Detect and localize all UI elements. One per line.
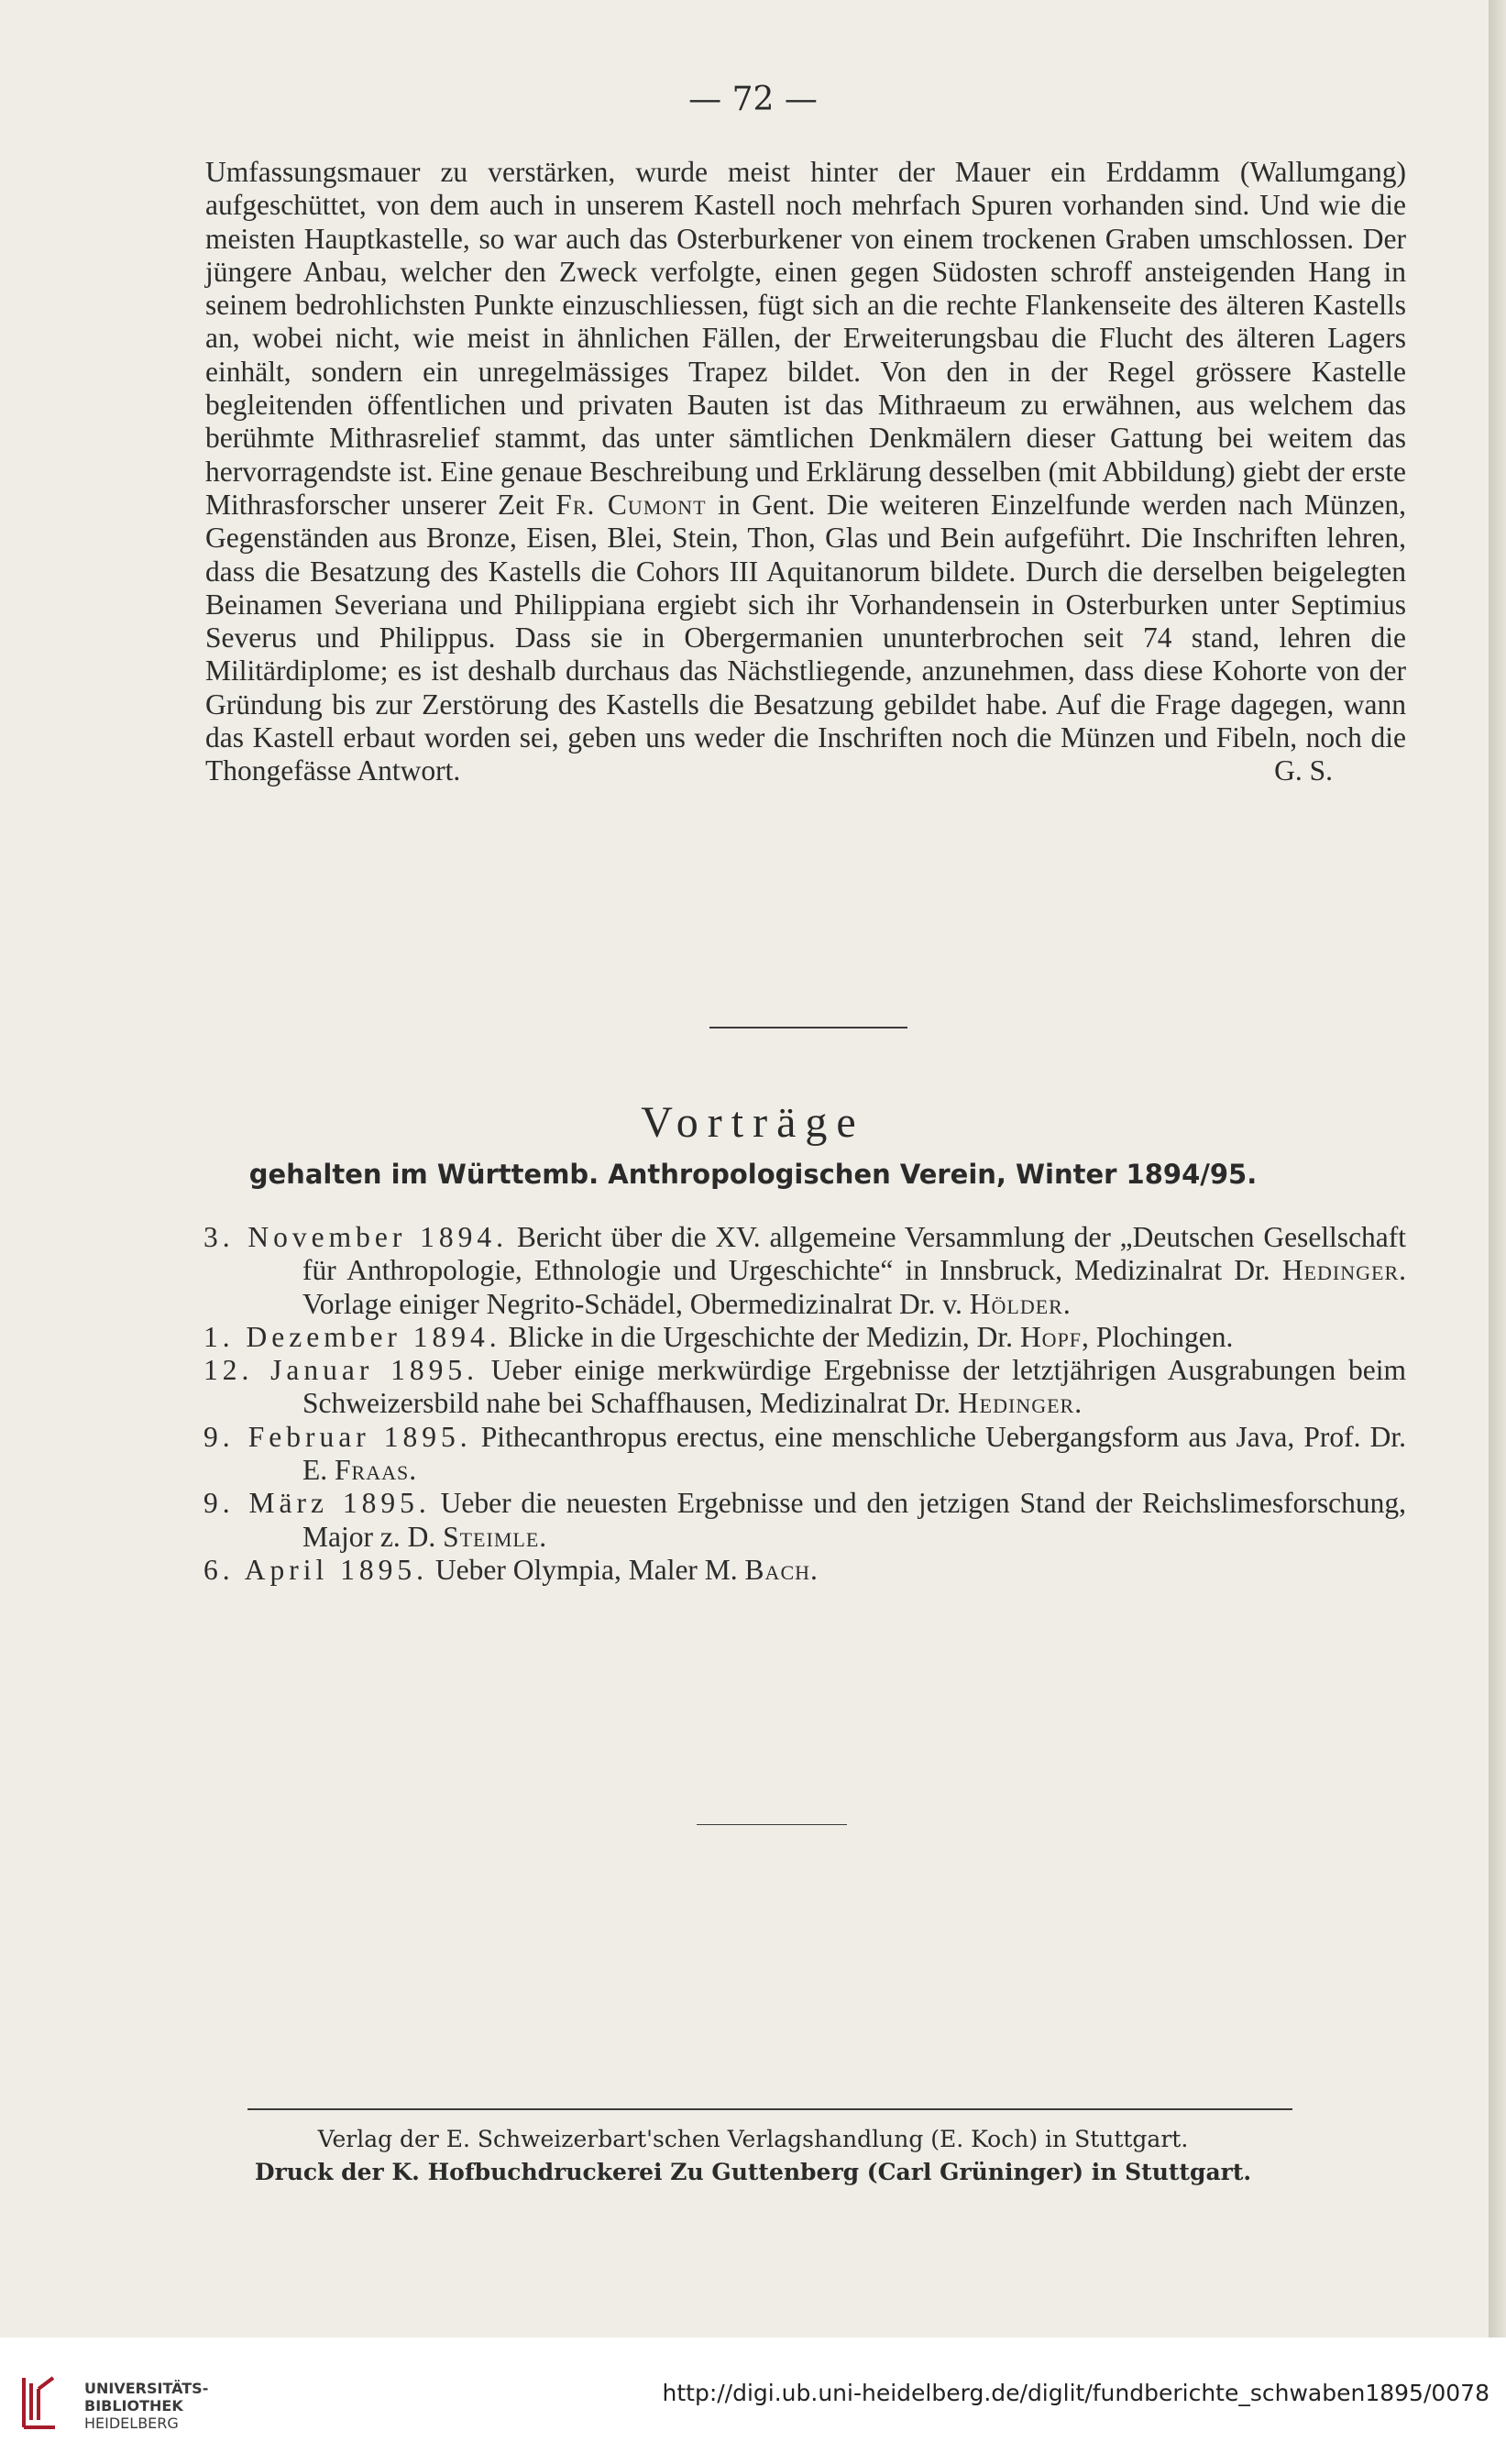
lecture-text-2: . <box>810 1553 818 1586</box>
imprint-rule <box>247 2108 1292 2110</box>
logo-line-2: BIBLIOTHEK <box>84 2397 183 2414</box>
lecture-end: . <box>1062 1287 1071 1320</box>
lecture-text: Bericht über die XV. allgemeine Versammlung der „Deutschen Gesellschaft für Anthropologie, Ethnologie und Urgeschichte“ in Innsbruck, Medizinalrat Dr. <box>302 1221 1407 1287</box>
end-rule <box>697 1824 847 1825</box>
lecture-text: Ueber Olympia, Maler M. <box>434 1553 738 1586</box>
signature: G. S. <box>1274 754 1333 787</box>
body-text-main: Umfassungsmauer zu verstärken, wurde meist hinter der Mauer ein Erddamm (Wallumgang) aufgeschüttet, von dem auch in unserem Kastell noch mehrfach Spuren vorhanden sind. Und wie die meisten Hauptkastelle, so war auch das Osterburkener von einem trockenen Graben umschlossen. Der jüngere Anbau, welcher den Zweck verfolgte, einen gegen Südosten schroff ansteigenden Hang in seinem bedrohlichsten Punkte einzuschliessen, fügt sich an die rechte Flankenseite des älteren Kastells an, wobei nicht, wie meist in ähnlichen Fällen, der Erweiterungsbau die Flucht des älteren Lagers einhält, sondern ein unregelmässiges Trapez bildet. Von den in der Regel grössere Kastelle begleitenden öffentlichen und privaten Bauten ist das Mithraeum zu erwähnen, aus welchem das berühmte Mithrasrelief stammt, das unter sämtlichen Denkmälern dieser Gattung bei weitem das hervorragendste ist. Eine genaue Beschreibung und Erklärung desselben (mit Abbildung) giebt der erste Mithrasforscher unserer Zeit <box>205 156 1406 521</box>
body-paragraph <box>205 156 1406 788</box>
lecture-text-2: . Vorlage einiger Negrito-Schädel, Obermedizinalrat Dr. v. <box>302 1254 1406 1320</box>
lecture-text-2: . <box>539 1520 547 1553</box>
lecture-speaker: Fraas <box>335 1454 410 1487</box>
logo-line-1: UNIVERSITÄTS- <box>84 2380 209 2397</box>
library-logo-icon <box>16 2374 62 2431</box>
lecture-list <box>203 1221 1406 1587</box>
lecture-date: 1. Dezember 1894. <box>203 1320 501 1353</box>
lecture-date: 6. April 1895. <box>203 1553 429 1586</box>
source-url-link[interactable]: http://digi.ub.uni-heidelberg.de/diglit/fundberichte_schwaben1895/0078 <box>662 2380 1490 2406</box>
lecture-text-2: . <box>409 1454 417 1487</box>
lecture-item <box>203 1421 1406 1488</box>
lecture-speaker-2: Hölder <box>969 1287 1063 1320</box>
lecture-speaker: Bach <box>744 1553 811 1586</box>
lecture-text: Ueber die neuesten Ergebnisse und den jetzigen Stand der Reichslimesforschung, Major z. D. <box>302 1487 1407 1553</box>
lecture-date: 9. Februar 1895. <box>203 1420 472 1453</box>
imprint-printer: Druck der K. Hofbuchdruckerei Zu Guttenberg (Carl Grüninger) in Stuttgart. <box>254 2159 1252 2185</box>
lecture-text-2: . <box>1074 1387 1083 1420</box>
page-number: — 72 — <box>688 81 818 118</box>
lecture-date: 9. März 1895. <box>203 1487 431 1520</box>
lecture-speaker: Steimle <box>443 1520 540 1553</box>
lecture-date: 12. Januar 1895. <box>203 1354 478 1387</box>
lecture-item <box>203 1321 1406 1354</box>
lecture-text: Ueber einige merkwürdige Ergebnisse der letztjährigen Ausgrabungen beim Schweizersbild nahe bei Schaffhausen, Medizinalrat Dr. <box>302 1354 1407 1420</box>
separator-rule <box>709 1027 907 1028</box>
lecture-text: Pithecanthropus erectus, eine menschliche Uebergangsform aus Java, Prof. Dr. E. <box>302 1420 1406 1487</box>
lecture-item <box>203 1354 1406 1421</box>
lecture-speaker: Hedinger <box>1281 1254 1400 1287</box>
logo-line-3: HEIDELBERG <box>84 2414 179 2432</box>
imprint-publisher: Verlag der E. Schweizerbart'schen Verlagshandlung (E. Koch) in Stuttgart. <box>317 2126 1189 2152</box>
author-name-cumont: Fr. Cumont <box>555 488 707 521</box>
lecture-speaker: Hedinger <box>957 1387 1075 1420</box>
imprint <box>0 2123 1506 2189</box>
lecture-item <box>203 1221 1406 1321</box>
lecture-date: 3. November 1894. <box>203 1221 509 1253</box>
lecture-text-2: , Plochingen. <box>1082 1320 1234 1353</box>
body-text-continuation: in Gent. Die weiteren Einzelfunde werden nach Münzen, Gegenständen aus Bronze, Eisen, Blei, Stein, Thon, Glas und Bein aufgeführt. Die Inschriften lehren, dass die Besatzung des Kastells die Cohors III Aquitanorum bildete. Durch die derselben beigelegten Beinamen Severiana und Philippiana ergiebt sich ihr Vorhandensein in Osterburken unter Septimius Severus und Philippus. Dass sie in Obergermanien ununterbrochen seit 74 stand, lehren die Militärdiplome; es ist deshalb durchaus das Nächstliegende, anzunehmen, dass diese Kohorte von der Gründung bis zur Zerstörung des Kastells die Besatzung gebildet habe. Auf die Frage dagegen, wann das Kastell erbaut worden sei, geben uns weder die Inschriften noch die Münzen und Fibeln, noch die Thongefässe Antwort. <box>205 488 1407 787</box>
section-title: Vorträge <box>641 1098 865 1147</box>
lecture-item <box>203 1487 1406 1554</box>
section-subtitle: gehalten im Württemb. Anthropologischen Verein, Winter 1894/95. <box>248 1159 1258 1190</box>
lecture-item <box>203 1554 1406 1587</box>
lecture-speaker: Hopf <box>1019 1320 1083 1353</box>
library-logo-text <box>84 2380 208 2432</box>
lecture-text: Blicke in die Urgeschichte der Medizin, Dr. <box>508 1320 1014 1353</box>
